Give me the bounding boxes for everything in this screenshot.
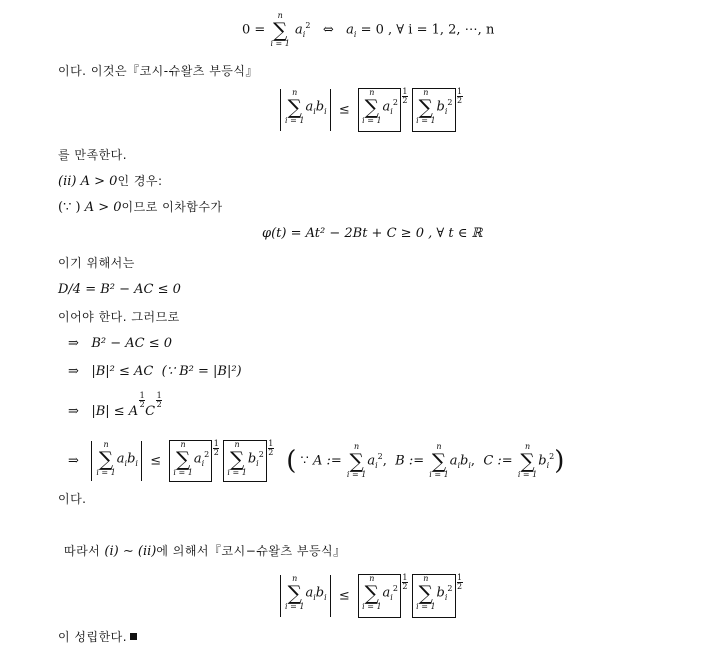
conclusion-line: 따라서 (i) ∼ (ii)에 의해서『코시−슈왈츠 부등식』 (64, 544, 346, 559)
text-line-5: 이기 위해서는 (58, 256, 135, 270)
step-2: ⇒ |B|² ≤ AC (∵ B² = |B|²) (68, 364, 242, 379)
text-line-1: 이다. 이것은『코시-슈왈츠 부등식』 (58, 64, 258, 78)
step-4: ⇒ n ∑ i = 1 $a_ib_i$ ≤ n ∑ i = 1 $a_i^2$ $\frac{1}{2}$ n ∑ i = 1 $b_i^2$ $\frac{1}{2}$ ( ∵ A := n ∑ i = 1 $a_i^2$, B := n ∑ i = 1 $a_ib_i$, C := n ∑ i = 1 $b_i^2$) (68, 440, 564, 482)
cauchy-schwarz-inequality-1: n ∑ i = 1 $a_ib_i$ ≤ n ∑ i = 1 $a_i^2$ $\frac{1}{2}$ n ∑ i = 1 $b_i^2$ $\frac{1}{2}$ (280, 88, 463, 132)
quadratic-function: φ(t) = At² − 2Bt + C ≥ 0 , ∀ t ∈ ℝ (262, 226, 483, 241)
step-1: ⇒ B² − AC ≤ 0 (68, 336, 172, 351)
text-line-2: 를 만족한다. (58, 148, 128, 162)
text-line-6: 이어야 한다. 그러므로 (58, 310, 180, 324)
step-3: ⇒ |B| ≤ A $\frac{1}{2}$ C $\frac{1}{2}$ (68, 391, 162, 419)
discriminant: D/4 = B² − AC ≤ 0 (58, 282, 181, 297)
sum-symbol: n ∑ i = 1 (270, 11, 290, 48)
case-ii-heading: (ii) A > 0인 경우: (58, 174, 163, 189)
text-line-7: 이다. (58, 492, 87, 506)
qed-square-icon (130, 633, 137, 640)
final-line: 이 성립한다. (58, 628, 137, 645)
cauchy-schwarz-inequality-2: n ∑ i = 1 $a_ib_i$ ≤ n ∑ i = 1 $a_i^2$ $\frac{1}{2}$ n ∑ i = 1 $b_i^2$ $\frac{1}{2}$ (280, 574, 463, 618)
equation-top: 0 = n ∑ i = 1 $a_i^2$ ⇔ $a_i = 0$ , ∀ i = 1, 2, ⋯, n (242, 11, 495, 48)
because-line: (∵ ) A > 0이므로 이차함수가 (58, 200, 223, 215)
